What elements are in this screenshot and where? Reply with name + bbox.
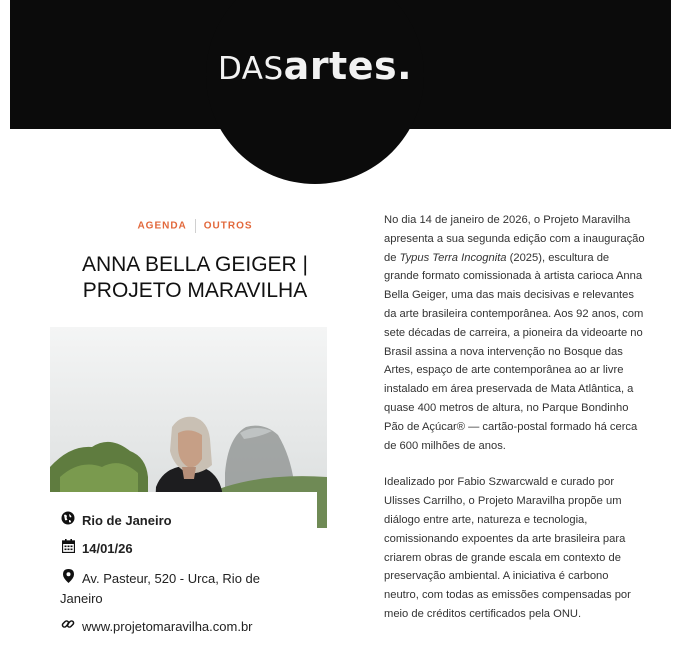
calendar-icon [60, 538, 76, 558]
globe-icon [60, 510, 76, 530]
event-title: ANNA BELLA GEIGER | PROJETO MARAVILHA [81, 253, 309, 302]
site-logo[interactable] [206, 44, 424, 88]
article-paragraph-1: No dia 14 de janeiro de 2026, o Projeto Maravilha apresenta a sua segunda edição com a inauguração de Typus Terra Incognita (2025), escultura de grande formato comissionada à artista carioca Anna Bella Geiger, uma das mais decisivas e relevantes da arte brasileira contemporânea. Aos 92 anos, com sete décadas de carreira, a pioneira da videoarte no Brasil assina a nova intervenção no Bosque das Artes, espaço de arte contemporânea ao ar livre instalado em área preservada de Mata Atlântica, a quase 400 metros de altura, no Parque Bondinho Pão de Açúcar® — cartão-postal formado há cerca de 600 milhões de anos. [384, 214, 645, 452]
logo-das: DAS [217, 51, 284, 87]
article-paragraph-2: Idealizado por Fabio Szwarcwald e curado por Ulisses Carrilho, o Projeto Maravilha propõe um diálogo entre arte, natureza e tecnologia, comissionando expoentes da arte brasileira para criarem obras de grande escala em contexto de preservação ambiental. A iniciativa é carbono neutro, com todas as emissões compensadas por meio de créditos certificados pela ONU. [384, 476, 631, 620]
artwork-title: Typus Terra Incognita [399, 251, 507, 264]
category-links [50, 219, 340, 233]
event-date [60, 538, 270, 559]
event-city [60, 510, 270, 531]
logo-artes: artes. [283, 44, 413, 88]
event-date-text: 14/01/26 [82, 541, 133, 556]
category-agenda-link[interactable]: AGENDA [137, 220, 187, 232]
category-outros-link[interactable]: OUTROS [203, 220, 253, 232]
category-divider [195, 219, 196, 233]
event-address [60, 568, 275, 609]
event-city-text: Rio de Janeiro [82, 513, 172, 528]
event-info-card [50, 492, 317, 662]
event-address-text: Av. Pasteur, 520 - Urca, Rio de Janeiro [60, 571, 260, 606]
event-website-link[interactable]: www.projetomaravilha.com.br [82, 619, 253, 634]
logo-circle [206, 0, 424, 184]
map-pin-icon [60, 568, 76, 588]
article-body [384, 211, 646, 642]
link-icon [60, 616, 76, 636]
event-website [60, 616, 290, 637]
